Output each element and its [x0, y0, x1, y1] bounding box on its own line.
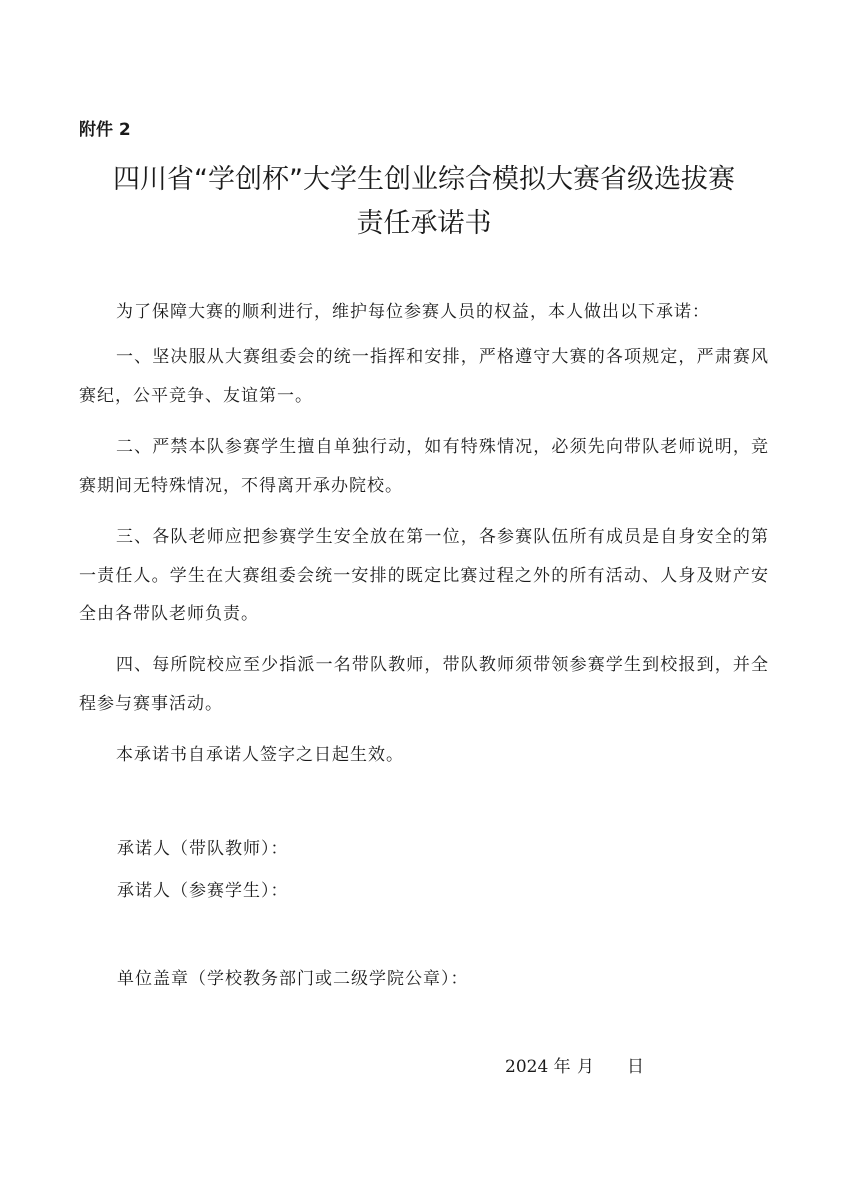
date-month: 月 — [577, 1057, 594, 1077]
commitment-item-2: 二、严禁本队参赛学生擅自单独行动，如有特殊情况，必须先向带队老师说明，竞赛期间无特殊情况，不得离开承办院校。 — [79, 437, 769, 496]
seal-label: 单位盖章（学校教务部门或二级学院公章）： — [117, 969, 469, 989]
commitment-item-1: 一、坚决服从大赛组委会的统一指挥和安排，严格遵守大赛的各项规定，严肃赛风赛纪，公平竞争、友谊第一。 — [79, 347, 769, 406]
document-subtitle: 责任承诺书 — [356, 208, 492, 239]
signature-teacher-label: 承诺人（带队教师）： — [117, 839, 289, 859]
date-day: 日 — [627, 1057, 644, 1077]
commitment-item-4: 四、每所院校应至少指派一名带队教师，带队教师须带领参赛学生到校报到，并全程参与赛事活动。 — [79, 655, 769, 714]
document-title: 四川省“学创杯”大学生创业综合模拟大赛省级选拔赛 — [113, 164, 735, 195]
attachment-label: 附件 2 — [79, 120, 131, 140]
signature-student-label: 承诺人（参赛学生）： — [117, 881, 289, 901]
intro-paragraph: 为了保障大赛的顺利进行，维护每位参赛人员的权益，本人做出以下承诺： — [116, 302, 710, 322]
date-year: 2024 年 — [505, 1057, 571, 1077]
signing-date — [505, 1055, 644, 1079]
commitment-item-3: 三、各队老师应把参赛学生安全放在第一位，各参赛队伍所有成员是自身安全的第一责任人。学生在大赛组委会统一安排的既定比赛过程之外的所有活动、人身及财产安全由各带队老师负责。 — [79, 527, 769, 624]
effective-clause: 本承诺书自承诺人签字之日起生效。 — [116, 745, 404, 765]
